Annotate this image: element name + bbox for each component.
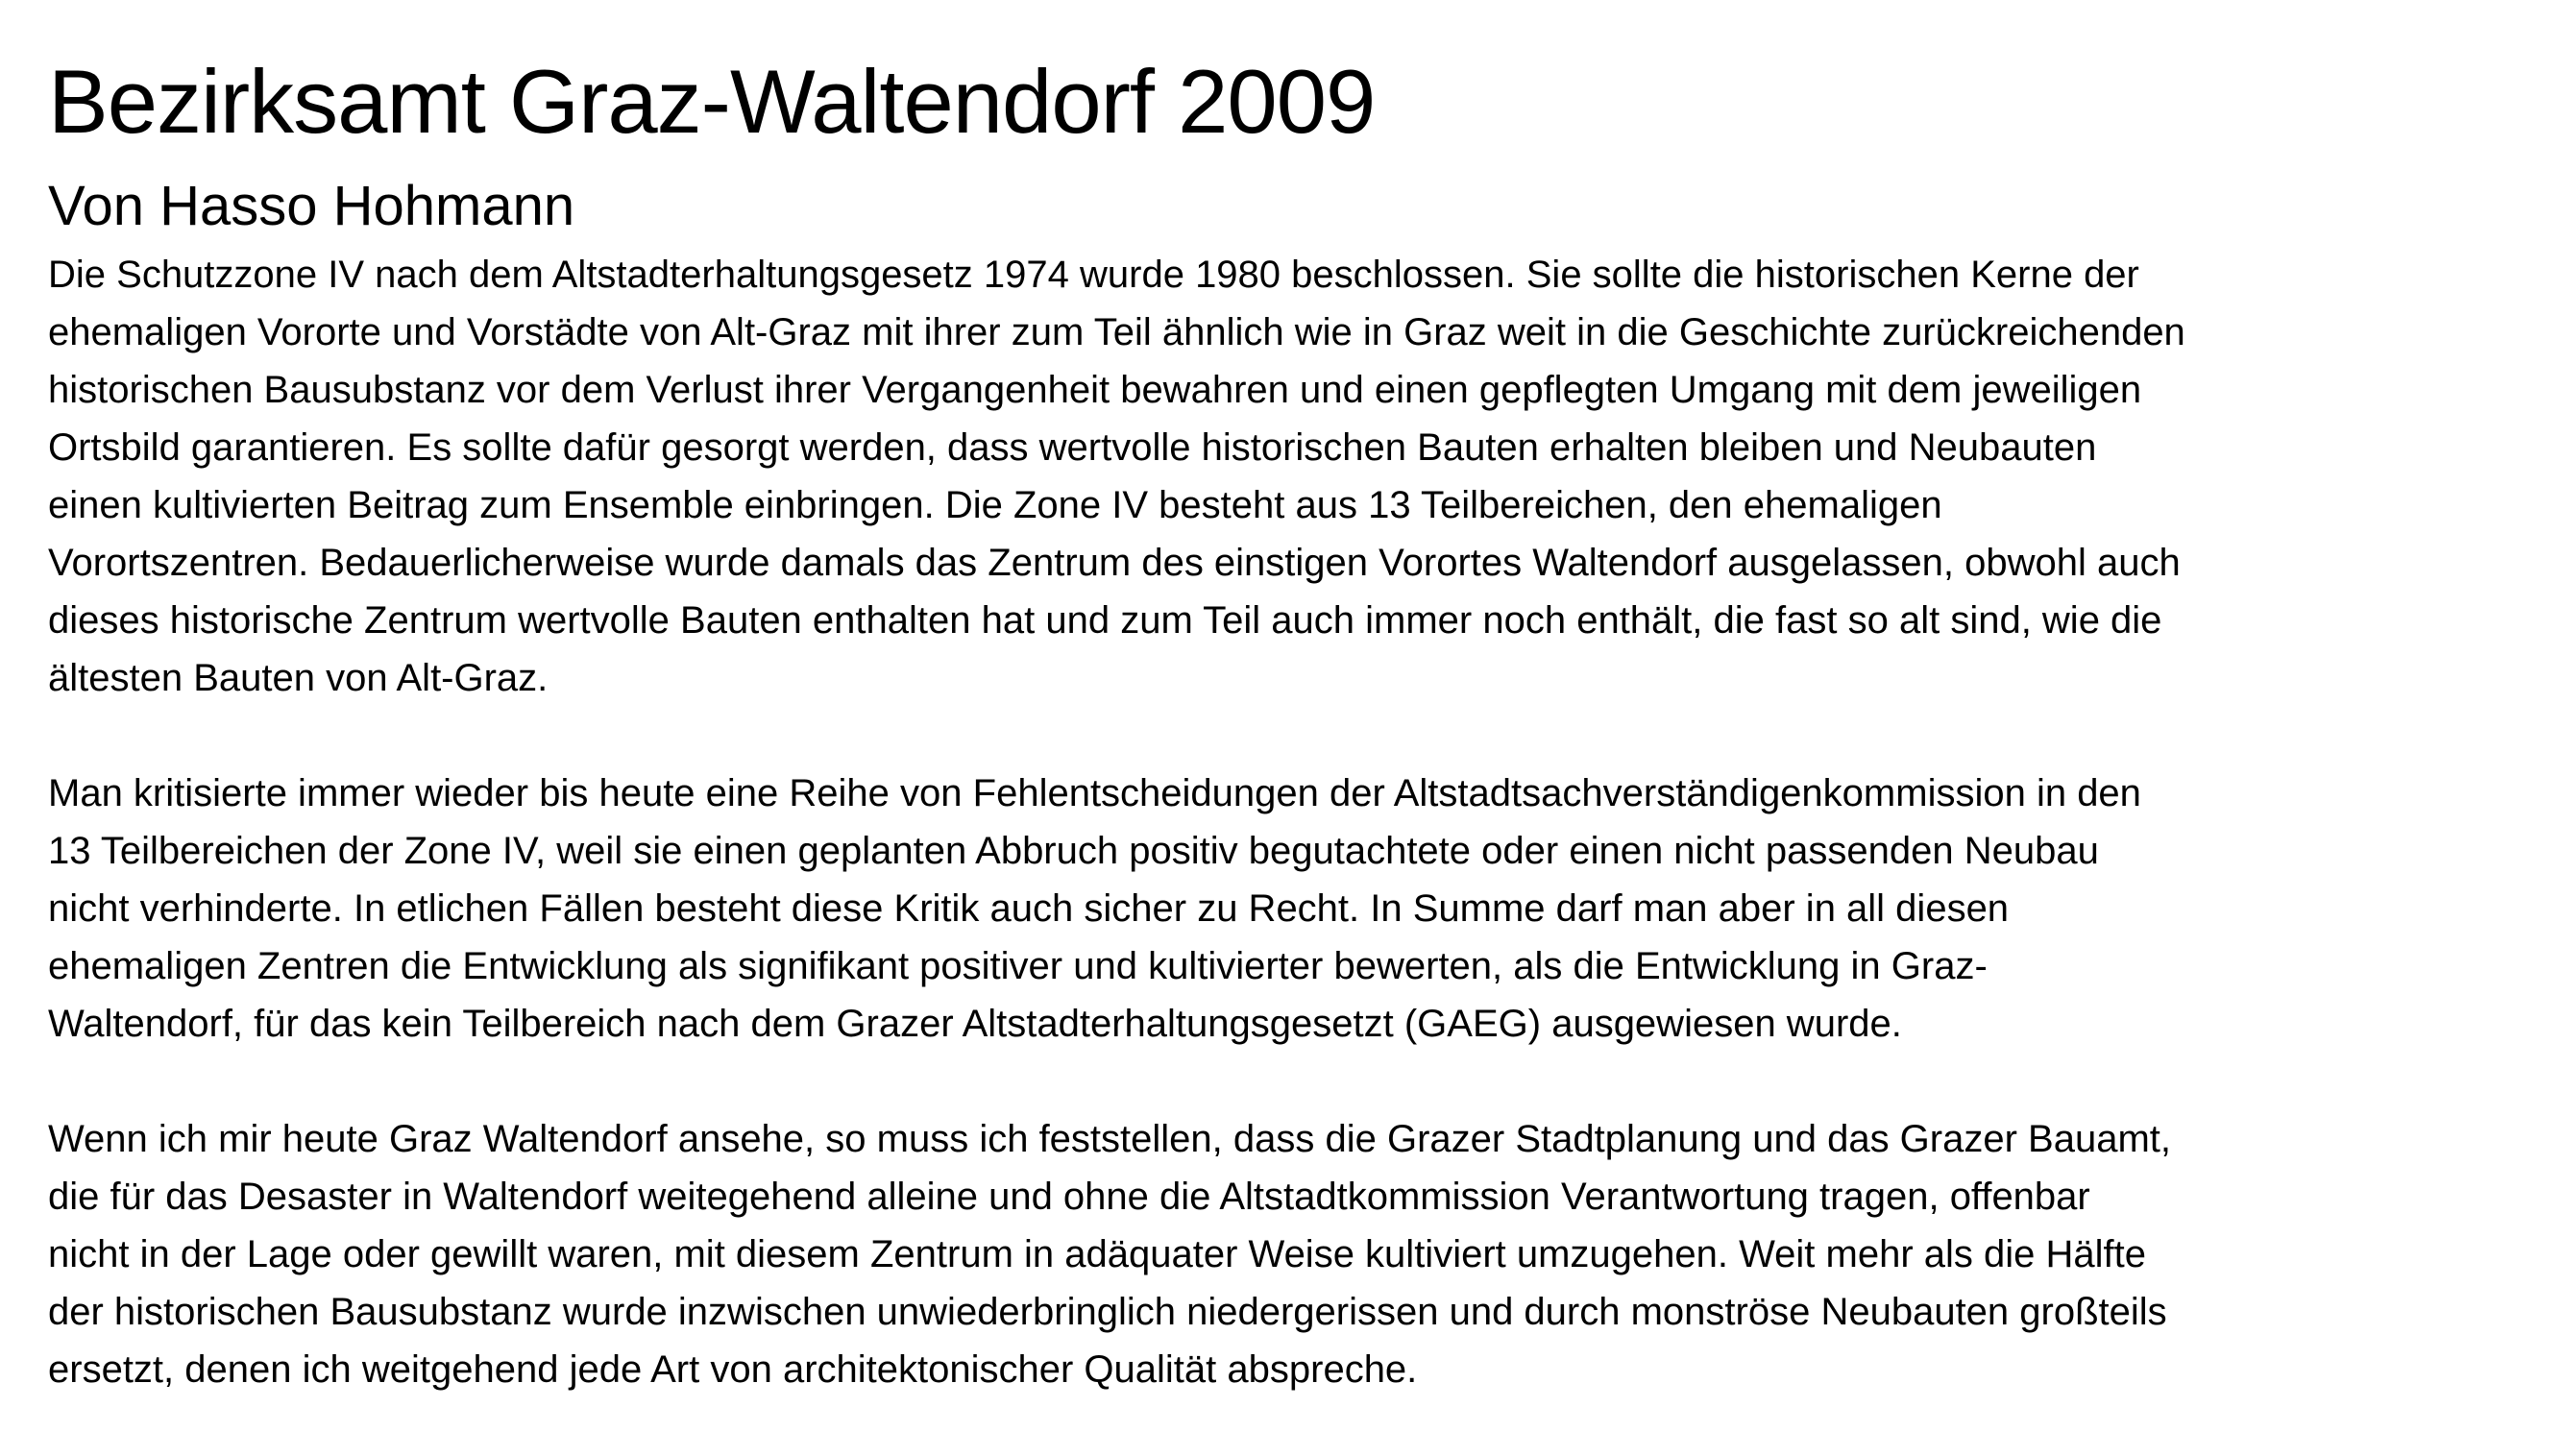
text-line: Ortsbild garantieren. Es sollte dafür gesorgt werden, dass wertvolle historischen Bauten erhalten bleiben und Neubauten [48, 426, 2097, 469]
text-line: 13 Teilbereichen der Zone IV, weil sie einen geplanten Abbruch positiv begutachtete oder einen nicht passenden Neubau [48, 830, 2099, 872]
text-line: Wenn ich mir heute Graz Waltendorf ansehe, so muss ich feststellen, dass die Grazer Stadtplanung und das Grazer Bauamt, [48, 1118, 2171, 1160]
text-line: die für das Desaster in Waltendorf weitegehend alleine und ohne die Altstadtkommission Verantwortung tragen, offenbar [48, 1176, 2090, 1218]
page-title: Bezirksamt Graz-Waltendorf 2009 [48, 51, 1376, 152]
paragraph-3 [48, 1110, 2546, 1398]
paragraph-1 [48, 246, 2546, 707]
text-line: Vorortszentren. Bedauerlicherweise wurde damals das Zentrum des einstigen Vorortes Waltendorf ausgelassen, obwohl auch [48, 542, 2181, 584]
text-line: ehemaligen Zentren die Entwicklung als signifikant positiver und kultivierter bewerten, als die Entwicklung in Graz- [48, 945, 1988, 987]
text-line: historischen Bausubstanz vor dem Verlust ihrer Vergangenheit bewahren und einen gepflegten Umgang mit dem jeweiligen [48, 369, 2142, 411]
text-line: ersetzt, denen ich weitgehend jede Art von architektonischer Qualität abspreche. [48, 1348, 1418, 1391]
text-line: einen kultivierten Beitrag zum Ensemble einbringen. Die Zone IV besteht aus 13 Teilbereichen, den ehemaligen [48, 484, 1942, 526]
article-body [48, 246, 2546, 1456]
text-line: nicht in der Lage oder gewillt waren, mit diesem Zentrum in adäquater Weise kultiviert umzugehen. Weit mehr als die Hälfte [48, 1233, 2147, 1275]
author-subtitle: Von Hasso Hohmann [48, 175, 575, 237]
text-line: nicht verhinderte. In etlichen Fällen besteht diese Kritik auch sicher zu Recht. In Summe darf man aber in all diesen [48, 887, 2010, 930]
text-line: Die Schutzzone IV nach dem Altstadterhaltungsgesetz 1974 wurde 1980 beschlossen. Sie sollte die historischen Kerne der [48, 254, 2139, 296]
text-line: Waltendorf, für das kein Teilbereich nach dem Grazer Altstadterhaltungsgesetzt (GAEG) ausgewiesen wurde. [48, 1003, 1902, 1045]
text-line: ältesten Bauten von Alt-Graz. [48, 657, 549, 699]
text-line: ehemaligen Vororte und Vorstädte von Alt-Graz mit ihrer zum Teil ähnlich wie in Graz weit in die Geschichte zurückreichenden [48, 311, 2185, 353]
text-line: Man kritisierte immer wieder bis heute eine Reihe von Fehlentscheidungen der Altstadtsachverständigenkommission in den [48, 772, 2141, 814]
text-line: der historischen Bausubstanz wurde inzwischen unwiederbringlich niedergerissen und durch monströse Neubauten großteils [48, 1291, 2167, 1333]
text-line: dieses historische Zentrum wertvolle Bauten enthalten hat und zum Teil auch immer noch enthält, die fast so alt sind, wie die [48, 599, 2162, 642]
paragraph-2 [48, 764, 2546, 1053]
